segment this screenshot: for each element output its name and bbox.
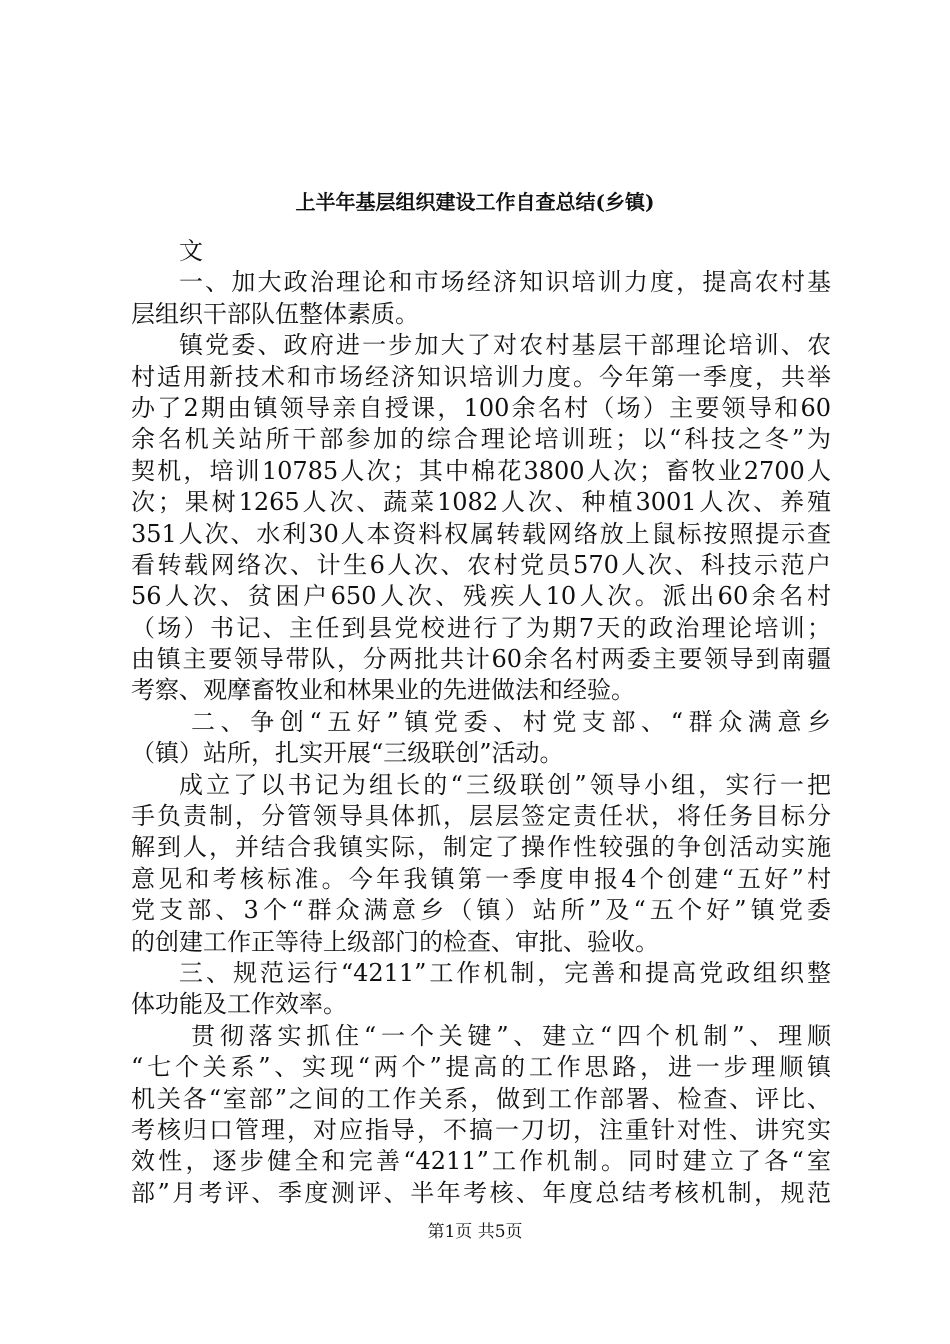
document-title: 上半年基层组织建设工作自查总结(乡镇): [295, 190, 655, 214]
text-line: 效性，逐步健全和完善“4211”工作机制。同时建立了各“室: [131, 1147, 831, 1176]
text-line: 考察、观摩畜牧业和林果业的先进做法和经验。: [131, 676, 635, 705]
text-line: 二、争创“五好”镇党委、村党支部、“群众满意乡: [191, 707, 831, 736]
text-line: 契机，培训10785人次；其中棉花3800人次；畜牧业2700人: [131, 456, 831, 485]
text-line: 由镇主要领导带队，分两批共计60余名村两委主要领导到南疆: [131, 645, 831, 674]
document-body: [131, 236, 831, 1209]
text-line: 镇党委、政府进一步加大了对农村基层干部理论培训、农: [179, 331, 831, 360]
text-line: （场）书记、主任到县党校进行了为期7天的政治理论培训；: [131, 613, 831, 642]
text-line: 体功能及工作效率。: [131, 990, 347, 1019]
text-line: 考核归口管理，对应指导，不搞一刀切，注重针对性、讲究实: [131, 1115, 831, 1144]
text-line: 解到人，并结合我镇实际，制定了操作性较强的争创活动实施: [131, 833, 831, 862]
text-line: 351人次、水利30人本资料权属转载网络放上鼠标按照提示查: [131, 519, 831, 548]
text-line: 办了2期由镇领导亲自授课，100余名村（场）主要领导和60: [131, 393, 831, 422]
text-line: 党支部、3个“群众满意乡（镇）站所”及“五个好”镇党委: [131, 896, 831, 925]
text-line: 村适用新技术和市场经济知识培训力度。今年第一季度，共举: [131, 362, 831, 391]
text-line: 成立了以书记为组长的“三级联创”领导小组，实行一把: [179, 770, 831, 799]
page-number: 第1页 共5页: [427, 1222, 523, 1242]
text-line: 一、加大政治理论和市场经济知识培训力度，提高农村基: [179, 268, 831, 297]
text-line: 意见和考核标准。今年我镇第一季度申报4个创建“五好”村: [131, 864, 831, 893]
text-line: “七个关系”、实现“两个”提高的工作思路，进一步理顺镇: [131, 1053, 831, 1082]
text-line: 手负责制，分管领导具体抓，层层签定责任状，将任务目标分: [131, 802, 831, 831]
text-line: 56人次、贫困户650人次、残疾人10人次。派出60余名村: [131, 582, 831, 611]
text-line: 次；果树1265人次、蔬菜1082人次、种植3001人次、养殖: [131, 488, 831, 517]
text-line: 三、规范运行“4211”工作机制，完善和提高党政组织整: [179, 958, 831, 987]
text-line: 贯彻落实抓住“一个关键”、建立“四个机制”、理顺: [191, 1021, 831, 1050]
text-line: 文: [179, 237, 203, 265]
text-line: 余名机关站所干部参加的综合理论培训班；以“科技之冬”为: [131, 425, 831, 454]
text-line: 机关各“室部”之间的工作关系，做到工作部署、检查、评比、: [131, 1084, 831, 1113]
text-line: 部”月考评、季度测评、半年考核、年度总结考核机制，规范: [131, 1178, 831, 1207]
text-line: 看转载网络次、计生6人次、农村党员570人次、科技示范户: [131, 550, 831, 579]
text-line: （镇）站所，扎实开展“三级联创”活动。: [131, 739, 564, 768]
text-line: 的创建工作正等待上级部门的检查、审批、验收。: [131, 927, 659, 956]
text-line: 层组织干部队伍整体素质。: [131, 299, 419, 328]
